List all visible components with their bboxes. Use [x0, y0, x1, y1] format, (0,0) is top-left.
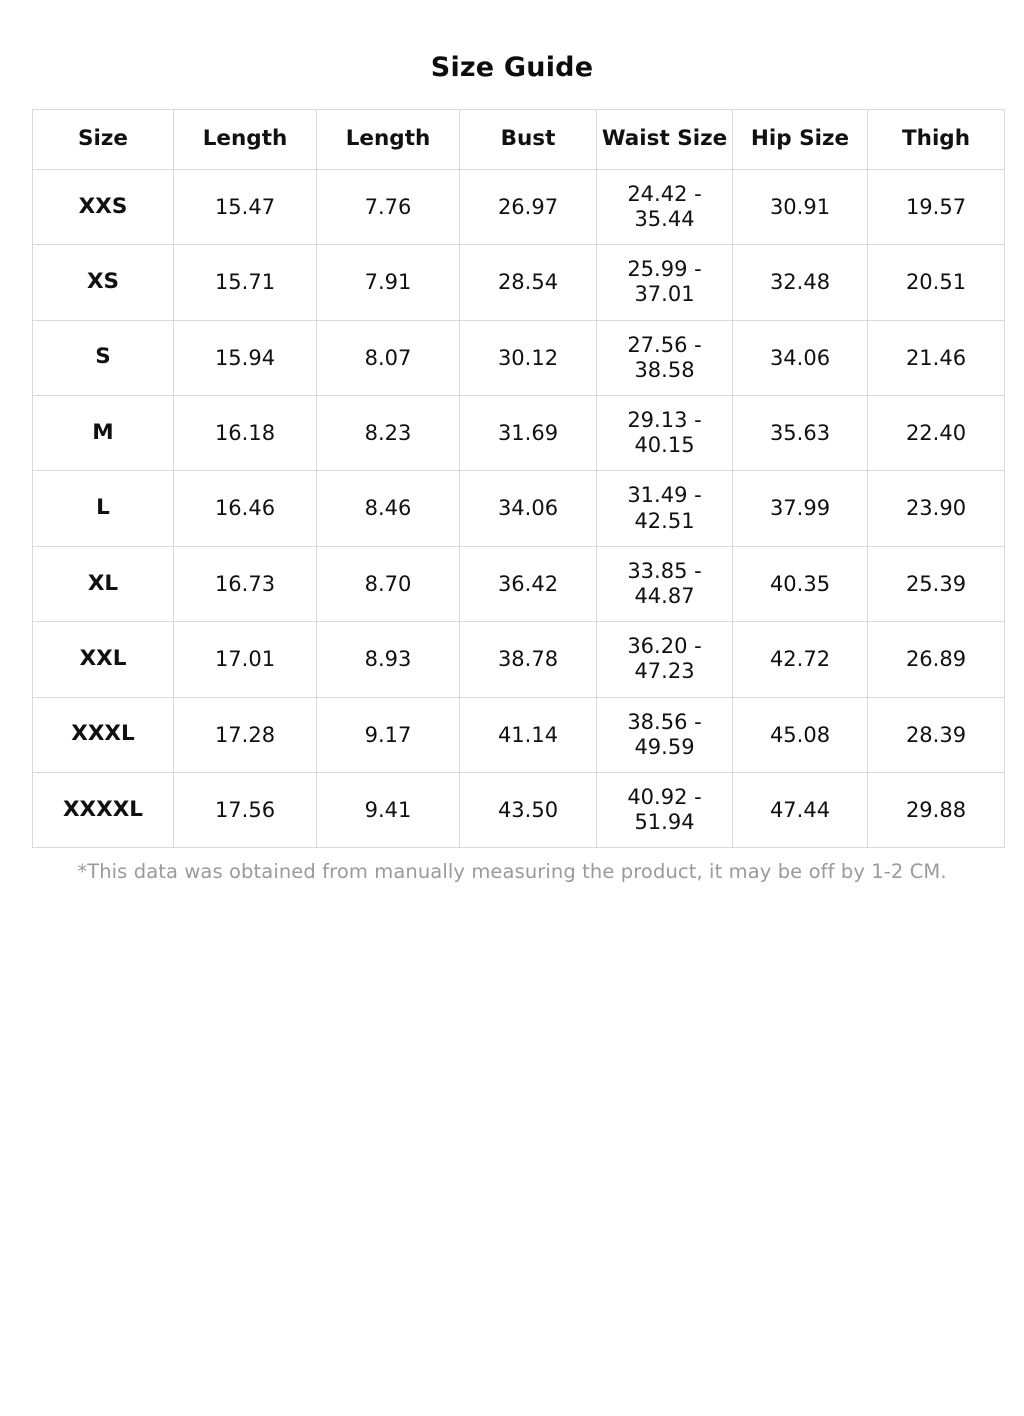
cell-hip: 30.91: [733, 169, 868, 244]
cell-length-2: 9.17: [317, 697, 460, 772]
cell-length-2: 8.93: [317, 622, 460, 697]
table-body: [33, 169, 1005, 847]
column-header-hip-size: Hip Size: [733, 110, 868, 170]
cell-length-2: 8.70: [317, 546, 460, 621]
table-row: [33, 772, 1005, 847]
cell-waist: 27.56 - 38.58: [597, 320, 733, 395]
cell-length-1: 16.18: [174, 396, 317, 471]
column-header-bust: Bust: [460, 110, 597, 170]
cell-waist: 25.99 - 37.01: [597, 245, 733, 320]
column-header-thigh: Thigh: [868, 110, 1005, 170]
cell-thigh: 26.89: [868, 622, 1005, 697]
cell-length-1: 15.47: [174, 169, 317, 244]
cell-waist: 40.92 - 51.94: [597, 772, 733, 847]
cell-length-1: 15.71: [174, 245, 317, 320]
cell-thigh: 21.46: [868, 320, 1005, 395]
cell-size: XL: [33, 546, 174, 621]
cell-waist: 29.13 - 40.15: [597, 396, 733, 471]
cell-bust: 31.69: [460, 396, 597, 471]
cell-thigh: 22.40: [868, 396, 1005, 471]
cell-length-2: 8.23: [317, 396, 460, 471]
column-header-size: Size: [33, 110, 174, 170]
cell-hip: 40.35: [733, 546, 868, 621]
table-row: [33, 320, 1005, 395]
cell-hip: 47.44: [733, 772, 868, 847]
page-title: Size Guide: [430, 52, 594, 83]
cell-bust: 38.78: [460, 622, 597, 697]
table-row: [33, 396, 1005, 471]
cell-size: L: [33, 471, 174, 546]
cell-waist: 24.42 - 35.44: [597, 169, 733, 244]
cell-length-1: 16.46: [174, 471, 317, 546]
cell-length-2: 7.91: [317, 245, 460, 320]
measurement-disclaimer: *This data was obtained from manually measuring the product, it may be off by 1-2 CM.: [77, 860, 947, 884]
cell-bust: 43.50: [460, 772, 597, 847]
table-row: [33, 169, 1005, 244]
cell-size: S: [33, 320, 174, 395]
cell-length-1: 17.56: [174, 772, 317, 847]
cell-bust: 26.97: [460, 169, 597, 244]
cell-length-1: 15.94: [174, 320, 317, 395]
cell-thigh: 20.51: [868, 245, 1005, 320]
cell-hip: 35.63: [733, 396, 868, 471]
cell-hip: 32.48: [733, 245, 868, 320]
cell-size: M: [33, 396, 174, 471]
cell-bust: 30.12: [460, 320, 597, 395]
cell-bust: 36.42: [460, 546, 597, 621]
table-header-row: [33, 110, 1005, 170]
cell-size: XS: [33, 245, 174, 320]
table-row: [33, 622, 1005, 697]
cell-hip: 45.08: [733, 697, 868, 772]
cell-waist: 36.20 - 47.23: [597, 622, 733, 697]
cell-hip: 42.72: [733, 622, 868, 697]
cell-bust: 34.06: [460, 471, 597, 546]
cell-length-1: 17.28: [174, 697, 317, 772]
cell-size: XXL: [33, 622, 174, 697]
cell-bust: 41.14: [460, 697, 597, 772]
cell-thigh: 29.88: [868, 772, 1005, 847]
table-row: [33, 546, 1005, 621]
cell-thigh: 28.39: [868, 697, 1005, 772]
size-guide-table: [32, 109, 1005, 848]
cell-size: XXXXL: [33, 772, 174, 847]
cell-bust: 28.54: [460, 245, 597, 320]
cell-length-2: 8.46: [317, 471, 460, 546]
table-row: [33, 471, 1005, 546]
cell-hip: 37.99: [733, 471, 868, 546]
table-header: [33, 110, 1005, 170]
cell-length-2: 8.07: [317, 320, 460, 395]
cell-hip: 34.06: [733, 320, 868, 395]
cell-thigh: 25.39: [868, 546, 1005, 621]
cell-length-1: 17.01: [174, 622, 317, 697]
cell-thigh: 19.57: [868, 169, 1005, 244]
cell-length-2: 9.41: [317, 772, 460, 847]
table-row: [33, 697, 1005, 772]
size-guide-page: [0, 52, 1024, 883]
cell-waist: 31.49 - 42.51: [597, 471, 733, 546]
cell-length-2: 7.76: [317, 169, 460, 244]
cell-size: XXS: [33, 169, 174, 244]
column-header-length-1: Length: [174, 110, 317, 170]
cell-thigh: 23.90: [868, 471, 1005, 546]
table-row: [33, 245, 1005, 320]
column-header-waist-size: Waist Size: [597, 110, 733, 170]
column-header-length-2: Length: [317, 110, 460, 170]
cell-waist: 38.56 - 49.59: [597, 697, 733, 772]
cell-size: XXXL: [33, 697, 174, 772]
cell-waist: 33.85 - 44.87: [597, 546, 733, 621]
cell-length-1: 16.73: [174, 546, 317, 621]
